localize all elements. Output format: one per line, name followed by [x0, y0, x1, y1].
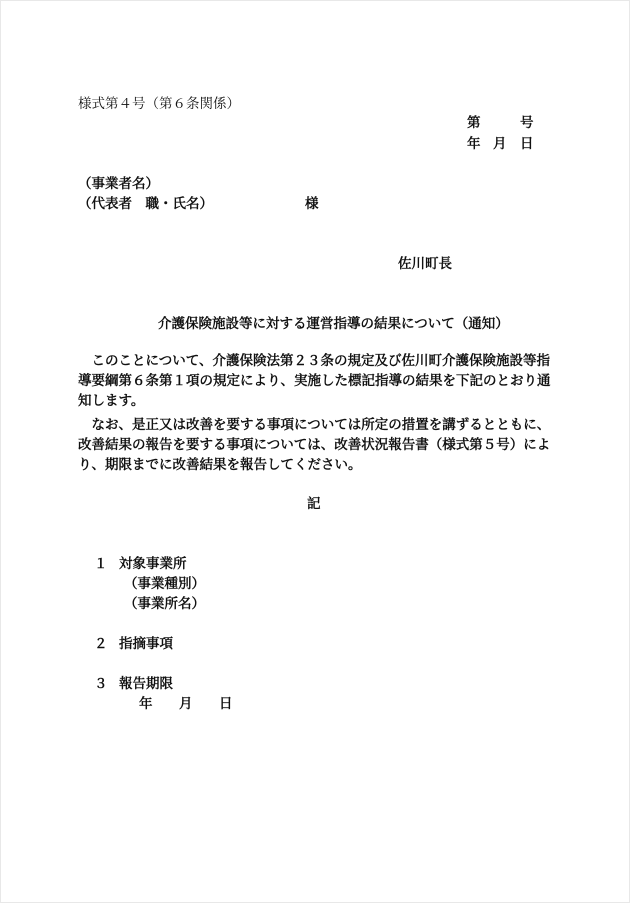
- ki-heading: 記: [307, 496, 321, 512]
- form-number: 様式第４号（第６条関係）: [78, 96, 240, 112]
- item-1-sub-business-name: （事業所名）: [124, 596, 205, 612]
- body-paragraph-1: [78, 351, 553, 411]
- body-line: 知します。: [78, 393, 145, 409]
- body-line: なお、是正又は改善を要する事項については所定の措置を講ずるとともに、: [78, 417, 551, 433]
- item-2-label: 指摘事項: [119, 636, 173, 652]
- recipient-representative: （代表者 職・氏名）: [78, 196, 213, 212]
- document-title: 介護保険施設等に対する運営指導の結果について（通知）: [158, 316, 509, 332]
- body-line: り、期限までに改善結果を報告してください。: [78, 457, 362, 473]
- recipient-business-name: （事業者名）: [78, 176, 159, 192]
- sender: 佐川町長: [398, 256, 452, 272]
- doc-number-suffix: 号: [520, 115, 534, 131]
- date-month: 月: [493, 136, 507, 152]
- item-3-number: ３: [94, 676, 108, 692]
- date-year: 年: [467, 136, 481, 152]
- doc-number-prefix: 第: [467, 115, 481, 131]
- item-3-date-year: 年: [139, 696, 153, 712]
- body-paragraph-2: [78, 415, 553, 475]
- item-3-date-day: 日: [219, 696, 233, 712]
- date-day: 日: [520, 136, 534, 152]
- recipient-honorific: 様: [305, 196, 319, 212]
- body-line: 改善結果の報告を要する事項については、改善状況報告書（様式第５号）によ: [78, 437, 551, 453]
- body-line: このことについて、介護保険法第２３条の規定及び佐川町介護保険施設等指: [78, 353, 550, 369]
- item-1-label: 対象事業所: [119, 556, 187, 572]
- item-2-number: ２: [94, 636, 108, 652]
- item-3-date-month: 月: [179, 696, 193, 712]
- item-3-label: 報告期限: [119, 676, 173, 692]
- item-1-sub-business-type: （事業種別）: [124, 576, 205, 592]
- item-1-number: １: [94, 556, 108, 572]
- body-line: 導要綱第６条第１項の規定により、実施した標記指導の結果を下記のとおり通: [78, 373, 551, 389]
